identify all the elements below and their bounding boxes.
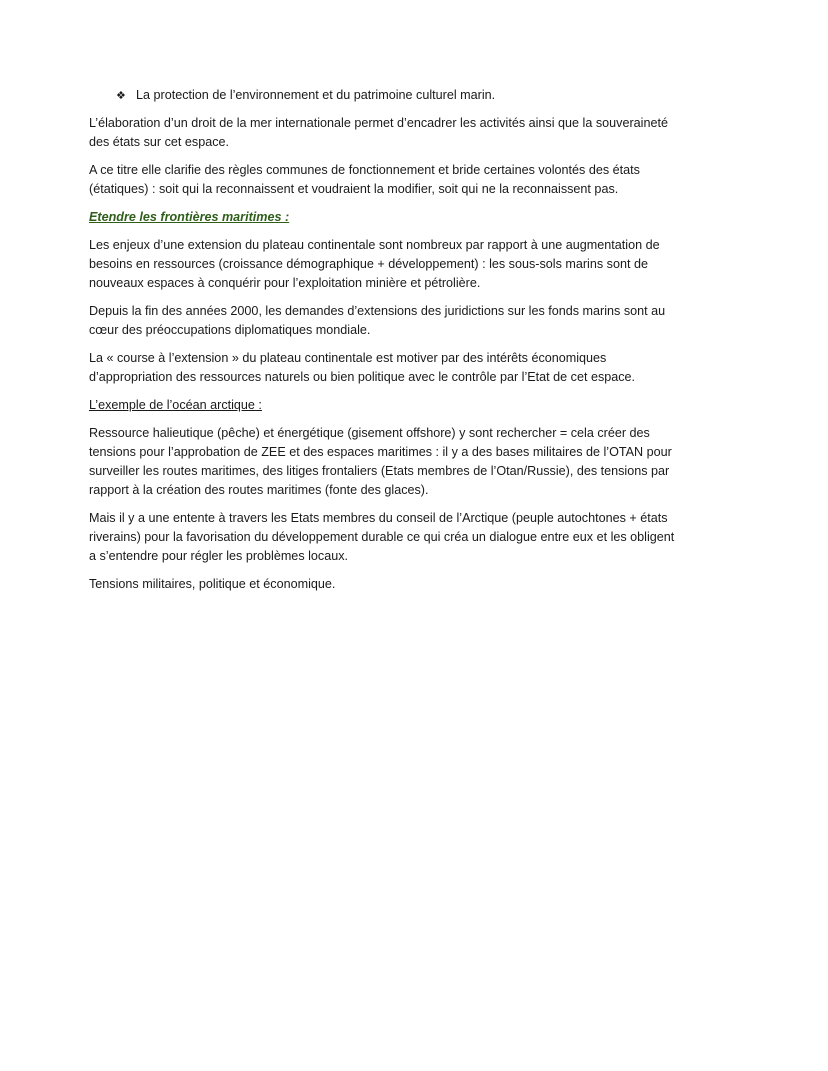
paragraph-section-3: La « course à l’extension » du plateau continentale est motiver par des intérêts économiques d’appropriation des ressources naturels ou bien politique avec le contrôle par l’Etat de cet espace. [89, 351, 636, 384]
paragraph-example-2: Mais il y a une entente à travers les Etats membres du conseil de l’Arctique (peuple autochtones + états riverains) pour la favorisation du développement durable ce qui créa un dialogue entre eux et les obligent a s’entendre pour régler les problèmes locaux. [89, 511, 675, 563]
bullet-item [116, 86, 679, 105]
paragraph-section-1: Les enjeux d’une extension du plateau continentale sont nombreux par rapport à une augmentation de besoins en ressources (croissance démographique + développement) : les sous-sols marins sont de nouveaux espaces à conquérir pour l’exploitation minière et pétrolière. [89, 238, 660, 290]
paragraph-section-2: Depuis la fin des années 2000, les demandes d’extensions des juridictions sur les fonds marins sont au cœur des préoccupations diplomatiques mondiale. [89, 304, 666, 337]
section-heading: Etendre les frontières maritimes : [89, 210, 290, 224]
bullet-text: La protection de l’environnement et du patrimoine culturel marin. [136, 88, 496, 102]
sub-heading: L’exemple de l’océan arctique : [89, 398, 262, 412]
document-body [89, 86, 679, 603]
paragraph-conclusion: Tensions militaires, politique et économique. [89, 577, 336, 591]
diamond-bullet-icon: ❖ [116, 89, 126, 102]
paragraph-intro-2: A ce titre elle clarifie des règles communes de fonctionnement et bride certaines volontés des états (étatiques) : soit qui la reconnaissent et voudraient la modifier, soit qui ne la reconnaissent pas. [89, 163, 640, 196]
paragraph-intro-1: L’élaboration d’un droit de la mer internationale permet d’encadrer les activités ainsi que la souveraineté des états sur cet espace. [89, 116, 668, 149]
paragraph-example-1: Ressource halieutique (pêche) et énergétique (gisement offshore) y sont rechercher = cela créer des tensions pour l’approbation de ZEE et des espaces maritimes : il y a des bases militaires de l’OTAN pour surveiller les routes maritimes, des litiges frontaliers (Etats membres de l’Otan/Russie), des tensions par rapport à la création des routes maritimes (fonte des glaces). [89, 426, 672, 497]
